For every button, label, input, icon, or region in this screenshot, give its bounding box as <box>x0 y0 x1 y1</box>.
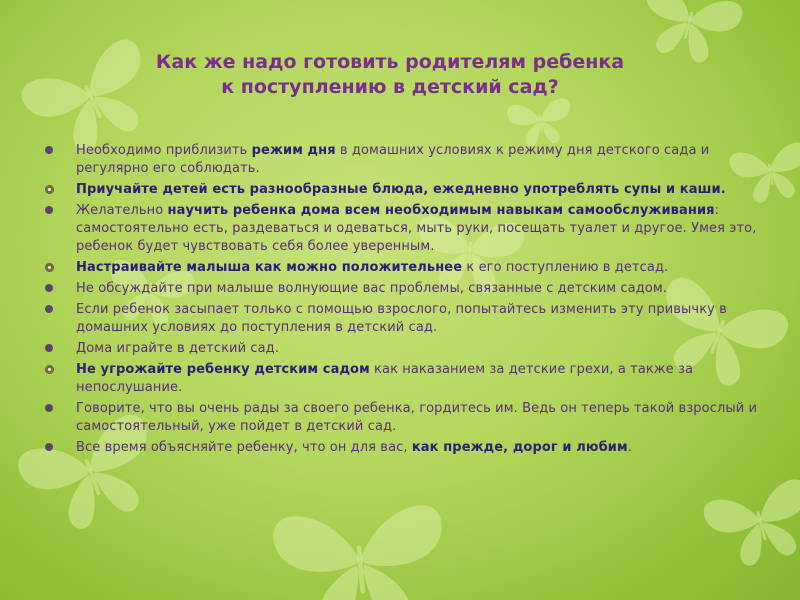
list-item: Настраивайте малыша как можно положительнее к его поступлению в детсад. <box>45 259 775 277</box>
dot-bullet-icon <box>45 284 53 292</box>
list-item: Если ребенок засыпает только с помощью взрослого, попытайтесь изменить эту привычку в домашних условиях до поступления в детский сад. <box>45 301 775 337</box>
list-item: Приучайте детей есть разнообразные блюда, ежедневно употреблять супы и каши. <box>45 181 775 199</box>
list-item: Не обсуждайте при малыше волнующие вас проблемы, связанные с детским садом. <box>45 280 775 298</box>
dot-bullet-icon <box>45 206 53 214</box>
list-item: Дома играйте в детский сад. <box>45 340 775 358</box>
dot-bullet-icon <box>45 305 53 313</box>
dot-bullet-icon <box>45 344 53 352</box>
slide-title <box>90 50 690 100</box>
list-item: Желательно научить ребенка дома всем необходимым навыкам самообслуживания: самостоятельно есть, раздеваться и одеваться, мыть руки, посещать туалет и другое. Умея это, ребенок будет чувствовать себя более уверенным. <box>45 202 775 256</box>
butterfly-icon <box>272 504 450 600</box>
flower-bullet-icon <box>45 365 54 374</box>
list-item: Все время объясняйте ребенку, что он для вас, как прежде, дорог и любим. <box>45 439 775 457</box>
title-line-1: Как же надо готовить родителям ребенка <box>155 51 625 73</box>
flower-bullet-icon <box>45 185 54 194</box>
dot-bullet-icon <box>45 146 53 154</box>
advice-list <box>45 142 775 460</box>
list-item: Необходимо приблизить режим дня в домашних условиях к режиму дня детского сада и регулярно его соблюдать. <box>45 142 775 178</box>
title-line-2: к поступлению в детский сад? <box>221 76 559 98</box>
butterfly-icon <box>701 477 800 574</box>
list-item: Не угрожайте ребенку детским садом как наказанием за детские грехи, а также за непослушание. <box>45 361 775 397</box>
dot-bullet-icon <box>45 443 53 451</box>
dot-bullet-icon <box>45 404 53 412</box>
flower-bullet-icon <box>45 263 54 272</box>
list-item: Говорите, что вы очень рады за своего ребенка, гордитесь им. Ведь он теперь такой взрослый и самостоятельный, уже пойдет в детский сад. <box>45 400 775 436</box>
